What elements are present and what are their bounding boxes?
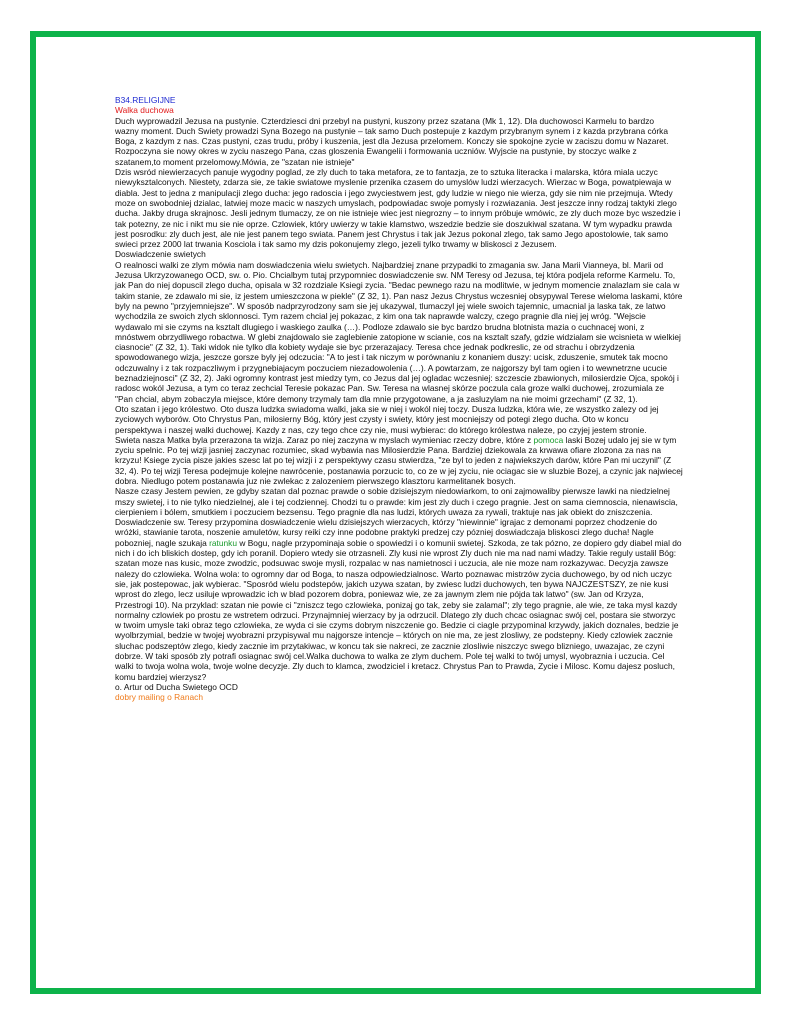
paragraph-9-end: w Bogu, nagle przypominaja sobie o spowiedzi i o komunii swietej. Szkoda, ze tak pózno, ze dopiero gdy diabel mial do nich i do ich bliskich dostep, gdy ich poranil. Dopiero wtedy sie otrzasneli. Zly kusi nie wprost Zly duch nie ma nad nami wladzy. Takie reguly ustalil Bóg: szatan moze nas kusic, moze zwodzic, podsuwac swoje mysli, rozpalac w nas namietnosci i uczucia, ale nie moze nam rozkazywac. Decyzja zawsze nalezy do czlowieka. Wolna wola: to ogromny dar od Boga, to nasza odpowiedzialnosc. Warto poznawac mistrzów zycia duchowego, by od nich uczyc sie, jak postepowac, jak wybierac. "Sposród wielu podstepów, jakich uzywa szatan, by zwiesc ludzi duchowych, ten bywa NAJCZESTSZY, ze nie kusi wprost do zlego, lecz usiluje wprowadzic ich w blad pozorem dobra, poniewaz wie, ze za jawnym zlem nie pójda tak latwo" (sw. Jan od Krzyza, Przestrogi 10). Na przyklad: szatan nie powie ci "zniszcz tego czlowieka, ponizaj go tak, zeby sie zalamal"; zly tego pragnie, ale wie, ze taka mysl kazdy normalny czlowiek po prostu ze wstretem odrzuci. Przynajmniej wierzacy by ja odrzucil. Dlatego zly duch chcac osiagnac swój cel, postara sie stworzyc w twoim umysle taki obraz tego czlowieka, ze wyda ci sie czyms dobrym niszczenie go. Bedzie ci ciagle przypominal krzywdy, jakich doznales, bedzie je wyolbrzymial, bedzie w twojej wyobrazni przypisywal mu najgorsze intencje – których on nie ma, ze jest zlosliwy, ze podstepny. Kiedy czlowiek zacznie sluchac podszeptów zlego, kiedy zacznie im przytakiwac, w koncu tak sie nakreci, ze zacznie zlosliwie niszczyc swego blizniego, uwazajac, ze czyni dobrze. W taki sposób zly potrafi osiagnac swój cel.Walka duchowa to walka ze zlym duchem. Pole tej walki to twój umysl, wyobraznia i uczucia. Cel walki to twoja wolna wola, twoje wolne decyzje. Zly duch to klamca, zwodziciel i kretacz. Chrystus Pan to Prawda, Zycie i Milosc. Komu dajesz posluch, komu bardziej wierzysz?: [115, 537, 682, 682]
pomoca-link[interactable]: pomoca: [533, 434, 564, 445]
section-heading: Doswiadczenie swietych: [115, 249, 206, 260]
article: [115, 95, 683, 703]
paragraph-1: Duch wyprowadzil Jezusa na pustynie. Czterdziesci dni przebyl na pustyni, kuszony przez szatana (Mk 1, 12). Dla duchowosci Karmelu to bardzo: [115, 115, 655, 126]
article-title: Walka duchowa: [115, 105, 174, 116]
paragraph-2: wazny moment. Duch Swiety prowadzi Syna Bozego na pustynie – tak samo Duch postepuje z kazdym przybranym synem i z kazda przybrana córka Boga, z kazdym z nas. Czas pustyni, czas trudu, próby i kuszenia, jest dla Jezusa przelomem. Konczy sie spokojne zycie w zaciszu domu w Nazaret.: [115, 125, 669, 147]
paragraph-5: O realnosci walki ze zlym mówia nam doswiadczenia wielu swietych. Najbardziej znane przypadki to zmagania sw. Jana Marii Vianneya, bl. Marii od Jezusa Ukrzyzowanego OCD, sw. o. Pio. Chcialbym tutaj przypomniec doswiadczenie sw. NM Teresy od Jezusa, tej która podjela reforme Karmelu. To, jak Pan do niej dopuscil zlego ducha, opisala w 32 rozdziale Ksiegi zycia. "Bedac pewnego razu na modlitwie, w jednym momencie znalazlam sie cala w takim stanie, ze zdawalo mi sie, iz jestem umieszczona w piekle" (Z 32, 1). Pan nasz Jezus Chrystus wczesniej obsypywal Terese wieloma laskami, które byly na pewno "przyjemniejsze". W sposób nadprzyrodzony sam sie jej ukazywal, tlumaczyl jej wiele swoich tajemnic, umacnial ja laska tak, ze latwo wychodzila ze swoich zlych sklonnosci. Tym razem chcial jej pokazac, z kim ona tak naprawde walczy, czego pragnie dla niej jej wróg. "Wejscie wydawalo mi sie czyms na ksztalt dlugiego i waskiego zaulka (…). Podloze zdawalo sie byc bardzo brudna blotnista mazia o cuchnacej woni, z mnóstwem obrzydliwego robactwa. W glebi znajdowalo sie zaglebienie zatopione w scianie, cos na ksztalt szafy, gdzie widzialam sie wcisnieta w wielkiej ciasnocie" (Z 32, 1). Taki widok nie tylko dla kobiety wydaje sie byc przerazajacy. Teresa chce jednak podkreslic, ze od strachu i obrzydzenia spowodowanego wizja, jeszcze gorsze byly jej odczucia: "A to jest i tak niczym w porównaniu z konaniem duszy: ucisk, zduszenie, smutek tak mocno odczuwalny i z tak rozpaczliwym i przygnebiajacym poczuciem niezadowolenia (…). A powtarzam, ze najgorszy byl tam ogien i to wewnetrzne ucucie beznadziejnosci" (Z 32, 2). Jaki ogromny kontrast jest miedzy tym, co Jezus dal jej ogladac wczesniej: szczescie zbawionych, milosierdzie Ojca, spokój i radosc wokól Jezusa, a tym co teraz zechcial Teresie pokazac Pan. Sw. Teresa na wlasnej skórze poczula cala groze walki duchowej, zrozumiala ze "Pan chcial, abym zobaczyla miejsce, które demony trzymaly tam dla mnie przygotowane, a ja zasluzylam na nie moimi grzechami" (Z 32, 1).: [115, 259, 683, 404]
paragraph-9: [115, 486, 683, 682]
paragraph-3: Rozpoczyna sie nowy okres w zyciu naszego Pana, czas gloszenia Ewangelii i formowania uczniów. Wyjscie na pustynie, by stoczyc walke z szatanem,to moment przelomowy.Mówia, ze "szatan nie istnieje": [115, 146, 637, 167]
paragraph-8: [115, 435, 683, 486]
paragraph-8-start: Swieta nasza Matka byla przerazona ta wizja. Zaraz po niej zaczyna w myslach wymieniac rzeczy dobre, które z: [115, 434, 534, 445]
footer-link[interactable]: dobry mailing o Ranach: [115, 692, 203, 703]
paragraph-6: Oto szatan i jego królestwo. Oto dusza ludzka swiadoma walki, jaka sie w niej i wokól niej toczy. Dusza ludzka, która wie, ze wszystko zalezy od jej zyciowych wyborów. Oto Chrystus Pan, milosierny Bóg, który jest czysty i swiety, który jest mocniejszy od potegi zlego ducha. Oto w koncu: [115, 403, 659, 425]
paragraph-9-start: Nasze czasy Jestem pewien, ze gdyby szatan dal poznac prawde o sobie dzisiejszym niedowiarkom, to oni zajmowaliby pierwsze lawki na niedzielnej mszy swietej, i to nie tylko niedzielnej, ale i tej codziennej. Chodzi tu o prawde: kim jest zly duch i czego pragnie. Jest on sama ciemnoscia, nienawiscia, cierpieniem i bólem, smutkiem i poczuciem bezsensu. Tego pragnie dla nas ludzi, których uwaza za rywali, traktuje nas jak obiekt do zniszczenia. Doswiadczenie sw. Teresy przypomina doswiadczenie wielu dzisiejszych wierzacych, którzy "niewinnie" igrajac z demonami poprzez chodzenie do wróżki, stawianie tarota, noszenie amuletów, kursy reiki czy inne podobne praktyki predzej czy pózniej doswiadczaja bliskosci zlego ducha! Nagle pobozniej, nagle szukaja: [115, 486, 678, 548]
author-signature: o. Artur od Ducha Swietego OCD: [115, 681, 238, 692]
paragraph-7: perspektywa i naszej walki duchowej. Kazdy z nas, czy tego chce czy nie, musi wybierac: do którego królestwa naleze, po czyjej jestem stronie.: [115, 424, 647, 435]
paragraph-8-end: laski Bozej udalo jej sie w tym zyciu spelnic. Po tej wizji jasniej zaczynac rozumiec, skad wybawia nas Milosierdzie Pana. Bardziej dziekowala za krwawa ofiare zlozona za nas na krzyzu! Ksiege zycia pisze jakies szesc lat po tej wizji i z perspektywy czasu stwierdza, "ze byl to jeden z najwiekszych darów, które Pan mi uczynil" (Z 32, 4). Po tej wizji Teresa podejmuje kolejne nawrócenie, postanawia porzucic to, co ze w jej zyciu, nie ociagac sie w sluzbie Bozej, a czynic jak najwiecej dobra. Niedlugo potem postanawia juz nie zwlekac z zalozeniem pierwszego klasztoru karmelitanek bosych.: [115, 434, 683, 486]
paragraph-4: Dzis wsród niewierzacych panuje wygodny poglad, ze zly duch to taka metafora, ze to fantazja, ze to sztuka literacka i malarska, która miala uczyc niewyksztalconych. Niestety, zdarza sie, ze takie swiatowe myslenie przenika czasem do umyslów ludzi wierzacych. Wierzac w Boga, powatpiewaja w diabla. Jest to jedna z manipulacji zlego ducha: jego radoscia i jego zwyciestwem jest, gdy ludzie w niego nie wierza, gdy sie nim nie przejmuja. Wtedy moze on swobodniej dzialac, latwiej moze macic w naszych umyslach, podpowiadac swoje pomysly i rozwiazania. Jest jeszcze inny rodzaj taktyki zlego ducha. Jakby druga skrajnosc. Jesli jednym tlumaczy, ze on nie istnieje wiec jest niegrozny – to innym próbuje wmówic, ze zly duch moze byc wszedzie i tak potezny, ze nic i nikt mu sie nie oprze. Czlowiek, który uwierzy w takie klamstwo, wszedzie bedzie sie doszukiwal szatana. W tym wypadku prawda jest posrodku: zly duch jest, ale nie jest panem tego swiata. Panem jest Chrystus i tak jak Jezus pokonal zlego, tak samo Jego apostolowie, tak samo swieci przez 2000 lat trwania Kosciola i tak samo my dzis pokonujemy zlego, jezeli tylko trwamy w bliskosci z Jezusem.: [115, 167, 681, 250]
category-tag: B34.RELIGIJNE: [115, 95, 176, 105]
ratunku-link[interactable]: ratunku: [209, 537, 237, 548]
